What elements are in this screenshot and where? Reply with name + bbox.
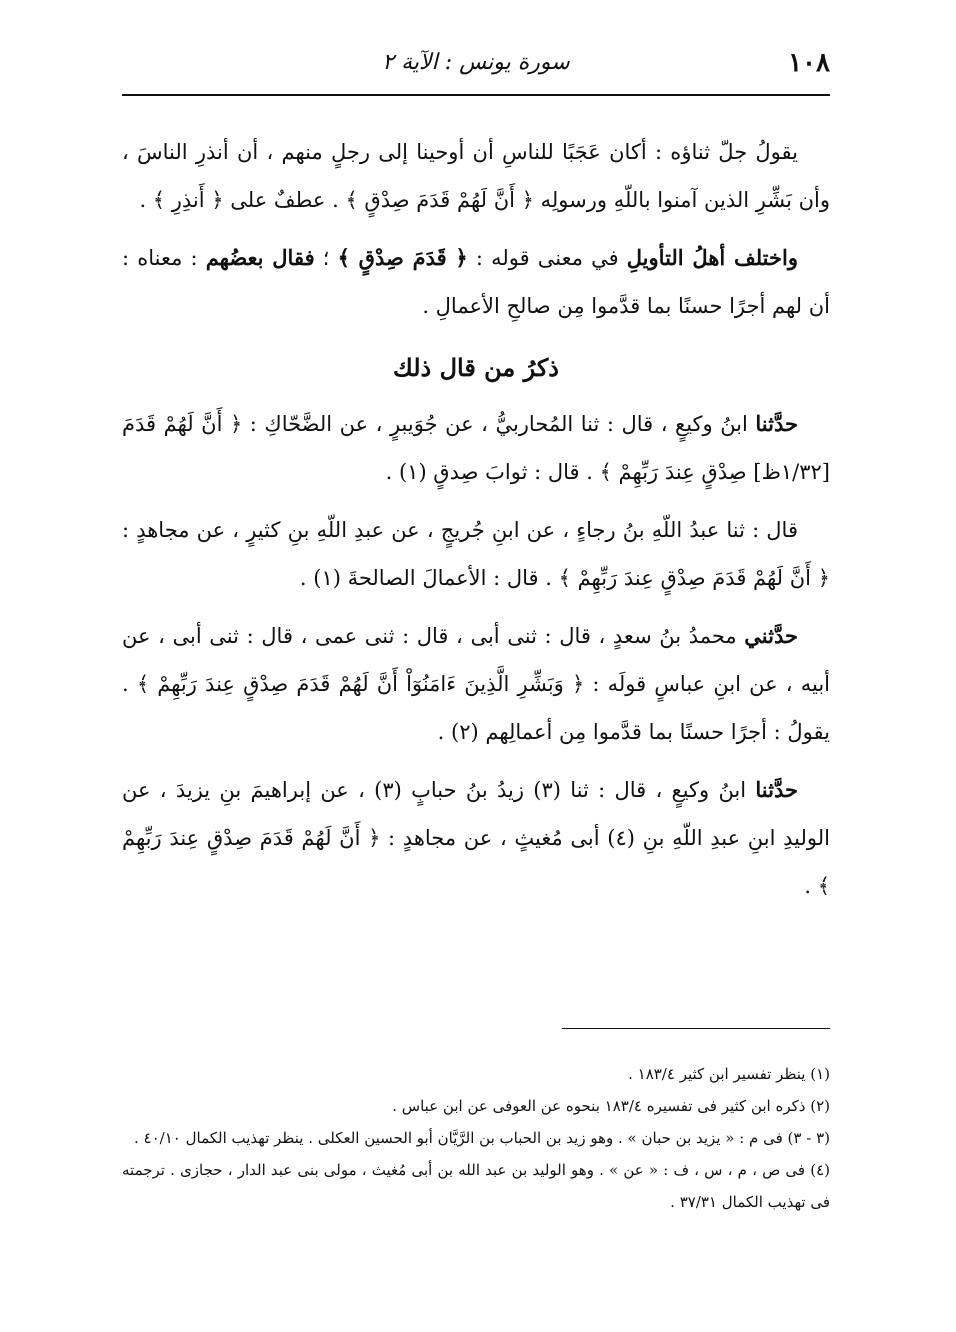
paragraph-4: قال : ثنا عبدُ اللّهِ بنُ رجاءٍ ، عن ابنِ جُريجٍ ، عن عبدِ اللّهِ بنِ كثيرٍ ، عن مجاهدٍ : ﴿ أَنَّ لَهُمْ قَدَمَ صِدْقٍ عِندَ رَبِّهِمْ ﴾ . قال : الأعمالَ الصالحةَ (١) . bbox=[122, 518, 830, 590]
footnote-2: (٢) ذكره ابن كثير فى تفسيره ١٨٣/٤ بنحوه عن العوفى عن ابن عباس . bbox=[392, 1097, 830, 1115]
paragraph-3 bbox=[122, 400, 830, 496]
paragraph-2-text-c: : معناه : أن لهم أجرًا حسنًا بما قدَّموا مِن صالحِ الأعمالِ . bbox=[122, 246, 830, 318]
section-title: ذكرُ من قال ذلك bbox=[393, 353, 559, 382]
main-text bbox=[122, 128, 830, 920]
header-rule bbox=[122, 94, 830, 96]
footnote-rule bbox=[562, 1028, 830, 1029]
paragraph-5-lead: حدَّثني bbox=[744, 623, 798, 648]
paragraph-6-lead: حدَّثنا bbox=[755, 777, 798, 802]
paragraph-2-text-b: ؛ bbox=[314, 246, 338, 270]
paragraph-2 bbox=[122, 234, 830, 330]
paragraph-2-lead-2: فقال بعضُهم bbox=[205, 245, 315, 270]
paragraph-6 bbox=[122, 766, 830, 910]
paragraph-3-lead: حدَّثنا bbox=[755, 411, 798, 436]
paragraph-2-text-a: في معنى قوله : bbox=[467, 246, 627, 270]
paragraph-6-text: ابنُ وكيعٍ ، قال : ثنا (٣) زيدُ بنُ حبابٍ (٣) ، عن إبراهيمَ بنِ يزيدَ ، عن الوليدِ ابنِ عبدِ اللّهِ بنِ (٤) أبى مُغيثٍ ، عن مجاهدٍ : ﴿ أَنَّ لَهُمْ قَدَمَ صِدْقٍ عِندَ رَبِّهِمْ ﴾ . bbox=[122, 778, 830, 898]
footnote-1: (١) ينظر تفسير ابن كثير ١٨٣/٤ . bbox=[628, 1065, 830, 1083]
footnote-4: (٤) فى ص ، م ، س ، ف : « عن » . وهو الوليد بن عبد الله بن أبى مُغيث ، مولى بنى عبد الدار ، حجازى . ترجمته فى تهذيب الكمال ٣٧/٣١ . bbox=[122, 1161, 830, 1211]
paragraph-1: يقولُ جلّ ثناؤه : أكان عَجَبًا للناسِ أن أوحينا إلى رجلٍ منهم ، أن أنذرِ الناسَ ، وأن بَشِّرِ الذين آمنوا باللّهِ ورسولِه ﴿ أَنَّ لَهُمْ قَدَمَ صِدْقٍ ﴾ . عطفٌ على ﴿ أَنذِرِ ﴾ . bbox=[122, 140, 830, 212]
footnotes bbox=[122, 1058, 830, 1218]
page-header bbox=[122, 42, 830, 94]
paragraph-2-lead: واختلف أهلُ التأويلِ bbox=[626, 245, 798, 270]
paragraph-3-text: ابنُ وكيعٍ ، قال : ثنا المُحاربيُّ ، عن جُوَيبرٍ ، عن الضَّحّاكِ : ﴿ أَنَّ لَهُمْ قَدَمَ [١/٣٢ظ] صِدْقٍ عِندَ رَبِّهِمْ ﴾ . قال : ثوابَ صِدقٍ (١) . bbox=[122, 412, 830, 484]
footnote-3: (٣ - ٣) فى م : « يزيد بن حبان » . وهو زيد بن الحباب بن الرَّيَّان أبو الحسين العكلى . ينظر تهذيب الكمال ٤٠/١٠ . bbox=[134, 1129, 830, 1147]
paragraph-2-quran: ﴿ قَدَمَ صِدْقٍ ﴾ bbox=[337, 245, 468, 270]
paragraph-5 bbox=[122, 612, 830, 756]
page-number: ١٠٨ bbox=[788, 48, 830, 78]
running-title: سورة يونس : الآية ٢ bbox=[382, 50, 570, 75]
paragraph-5-text: محمدُ بنُ سعدٍ ، قال : ثنى أبى ، قال : ثنى عمى ، قال : ثنى أبى ، عن أبيه ، عن ابنِ عباسٍ قولَه : ﴿ وَبَشِّرِ الَّذِينَ ءَامَنُوٓاْ أَنَّ لَهُمْ قَدَمَ صِدْقٍ عِندَ رَبِّهِمْ ﴾ . يقولُ : أجرًا حسنًا بما قدَّموا مِن أعمالِهم (٢) . bbox=[122, 624, 830, 744]
